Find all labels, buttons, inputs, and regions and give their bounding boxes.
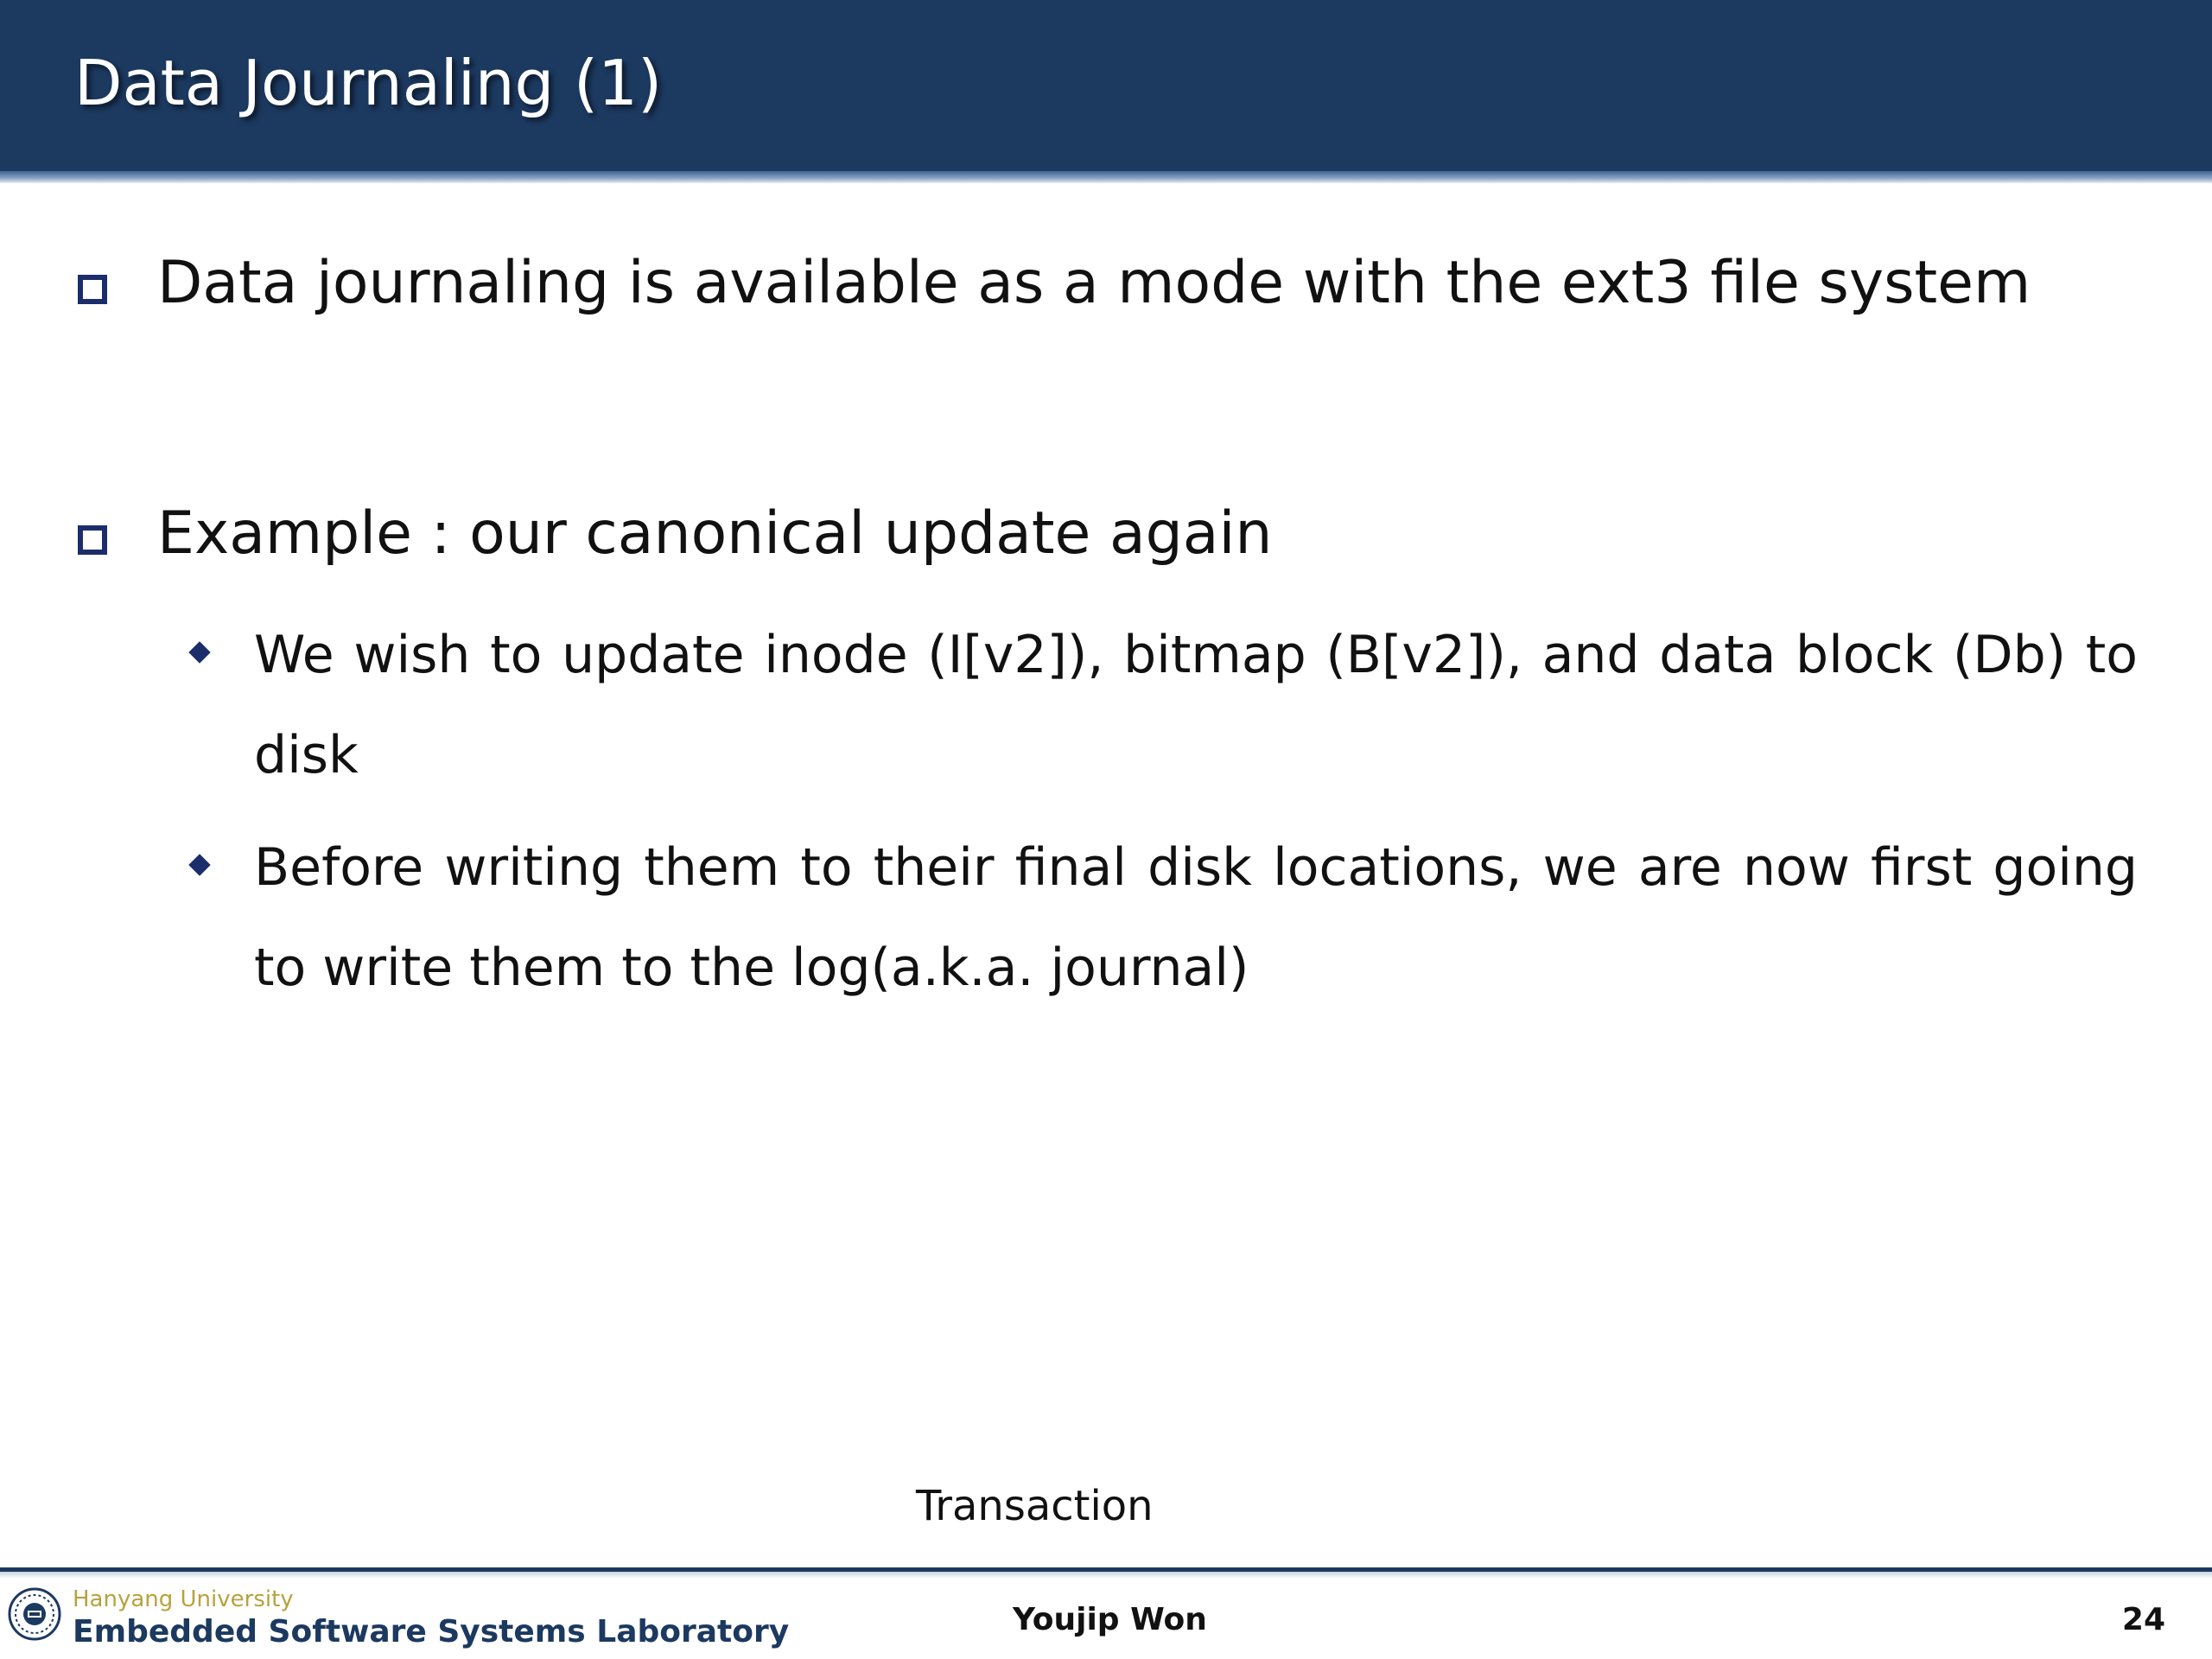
lab-name: Embedded Software Systems Laboratory [73, 1614, 790, 1649]
university-name: Hanyang University [73, 1586, 294, 1612]
slide-title: Data Journaling (1) [74, 47, 663, 119]
author-name: Youjip Won [1013, 1602, 1207, 1637]
sub-bullet-text: Before writing them to their final disk locations, we are now first going to write them to the log(a.k.a. journal) [254, 837, 2138, 998]
sub-bullet-text: We wish to update inode (I[v2]), bitmap (B[v2]), and data block (Db) to disk [254, 625, 2138, 785]
diamond-bullet-icon [188, 854, 210, 875]
page-number: 24 [2121, 1602, 2165, 1637]
square-bullet-icon [78, 525, 107, 555]
footer-shade [0, 1572, 2212, 1579]
header-divider [0, 171, 2212, 183]
university-seal-icon [7, 1586, 62, 1642]
bullet-text: Data journaling is available as a mode with the ext3 file system [157, 249, 2031, 317]
diamond-bullet-icon [188, 641, 210, 663]
square-bullet-icon [78, 275, 107, 304]
diagram-caption: Transaction [916, 1482, 1154, 1530]
bullet-text: Example : our canonical update again [157, 499, 1273, 568]
